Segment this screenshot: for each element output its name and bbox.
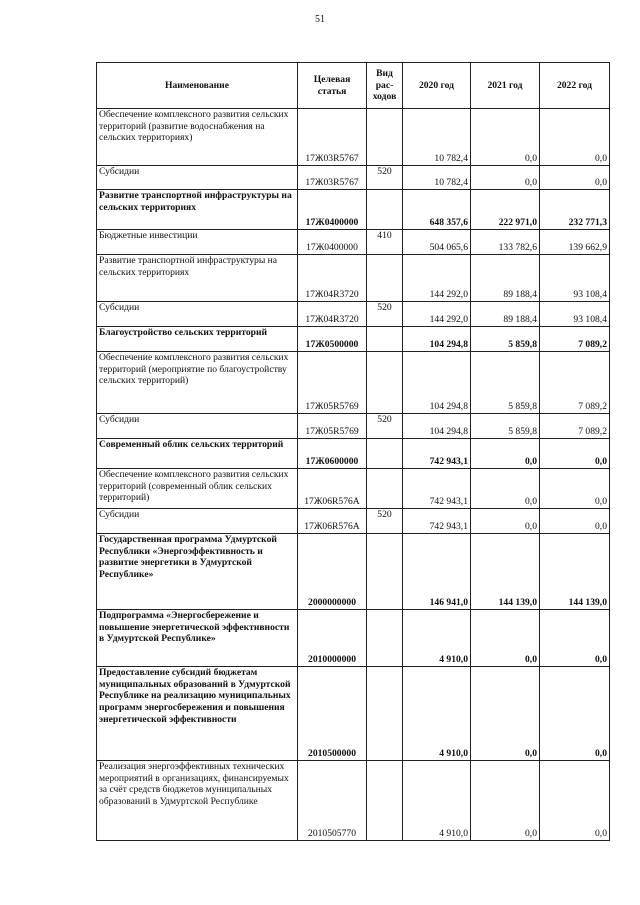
cell-2020: 4 910,0 [403, 610, 471, 667]
cell-expense-type [367, 327, 403, 352]
cell-2022: 93 108,4 [540, 255, 610, 302]
cell-name: Субсидии [97, 414, 298, 439]
cell-expense-type: 520 [367, 414, 403, 439]
cell-expense-type: 410 [367, 230, 403, 255]
cell-2020: 4 910,0 [403, 667, 471, 761]
cell-name: Развитие транспортной инфраструктуры на сельских территориях [97, 255, 298, 302]
page-number: 51 [315, 14, 325, 25]
cell-target-article: 17Ж05R5769 [298, 352, 367, 414]
cell-2021: 0,0 [471, 166, 540, 190]
cell-2022: 7 089,2 [540, 414, 610, 439]
cell-target-article: 17Ж0500000 [298, 327, 367, 352]
cell-target-article: 17Ж04R3720 [298, 255, 367, 302]
header-target-article: Целевая статья [298, 63, 367, 109]
cell-target-article: 17Ж03R5767 [298, 109, 367, 166]
cell-2022: 7 089,2 [540, 352, 610, 414]
cell-target-article: 17Ж04R3720 [298, 302, 367, 327]
cell-2021: 0,0 [471, 109, 540, 166]
cell-2020: 4 910,0 [403, 761, 471, 841]
table-row [97, 109, 610, 166]
cell-name: Обеспечение комплексного развития сельских территорий (современный облик сельских территорий) [97, 469, 298, 509]
table-row [97, 534, 610, 610]
cell-name: Благоустройство сельских территорий [97, 327, 298, 352]
cell-expense-type [367, 190, 403, 230]
cell-2021: 222 971,0 [471, 190, 540, 230]
table-row [97, 166, 610, 190]
cell-2022: 0,0 [540, 469, 610, 509]
cell-expense-type [367, 352, 403, 414]
header-2020: 2020 год [403, 63, 471, 109]
cell-target-article: 17Ж06R576A [298, 509, 367, 534]
header-2022: 2022 год [540, 63, 610, 109]
cell-2020: 504 065,6 [403, 230, 471, 255]
table-row [97, 761, 610, 841]
cell-name: Субсидии [97, 302, 298, 327]
cell-2020: 144 292,0 [403, 302, 471, 327]
cell-target-article: 17Ж05R5769 [298, 414, 367, 439]
cell-name: Субсидии [97, 509, 298, 534]
cell-2020: 10 782,4 [403, 109, 471, 166]
header-2021: 2021 год [471, 63, 540, 109]
table-row [97, 414, 610, 439]
cell-2020: 144 292,0 [403, 255, 471, 302]
table-body [97, 109, 610, 841]
cell-target-article: 2000000000 [298, 534, 367, 610]
table-row [97, 667, 610, 761]
table-row [97, 255, 610, 302]
cell-2021: 0,0 [471, 667, 540, 761]
cell-2021: 0,0 [471, 439, 540, 469]
budget-table [96, 62, 610, 841]
cell-expense-type: 520 [367, 166, 403, 190]
cell-target-article: 17Ж03R5767 [298, 166, 367, 190]
cell-2020: 10 782,4 [403, 166, 471, 190]
table-row [97, 230, 610, 255]
cell-target-article: 2010000000 [298, 610, 367, 667]
cell-name: Обеспечение комплексного развития сельских территорий (мероприятие по благоустройству сельских территорий) [97, 352, 298, 414]
cell-expense-type [367, 667, 403, 761]
cell-name: Бюджетные инвестиции [97, 230, 298, 255]
table-header-row [97, 63, 610, 109]
cell-2021: 133 782,6 [471, 230, 540, 255]
cell-expense-type [367, 109, 403, 166]
cell-2022: 232 771,3 [540, 190, 610, 230]
cell-2022: 0,0 [540, 439, 610, 469]
cell-2022: 7 089,2 [540, 327, 610, 352]
table-row [97, 327, 610, 352]
cell-2020: 104 294,8 [403, 414, 471, 439]
cell-2021: 0,0 [471, 610, 540, 667]
cell-2021: 144 139,0 [471, 534, 540, 610]
cell-2020: 146 941,0 [403, 534, 471, 610]
table-row [97, 190, 610, 230]
cell-2021: 0,0 [471, 469, 540, 509]
cell-2021: 89 188,4 [471, 255, 540, 302]
cell-target-article: 2010500000 [298, 667, 367, 761]
cell-2020: 742 943,1 [403, 439, 471, 469]
cell-2022: 0,0 [540, 509, 610, 534]
cell-name: Субсидии [97, 166, 298, 190]
cell-name: Государственная программа Удмуртской Республики «Энергоэффективность и развитие энергетики в Удмуртской Республике» [97, 534, 298, 610]
cell-target-article: 17Ж0400000 [298, 190, 367, 230]
table-row [97, 610, 610, 667]
header-expense-type: Вид рас-ходов [367, 63, 403, 109]
cell-target-article: 17Ж06R576A [298, 469, 367, 509]
cell-2021: 5 859,8 [471, 414, 540, 439]
table-row [97, 302, 610, 327]
table-row [97, 509, 610, 534]
cell-2021: 0,0 [471, 509, 540, 534]
cell-target-article: 17Ж0600000 [298, 439, 367, 469]
cell-expense-type [367, 534, 403, 610]
cell-name: Развитие транспортной инфраструктуры на сельских территориях [97, 190, 298, 230]
cell-target-article: 17Ж0400000 [298, 230, 367, 255]
cell-expense-type: 520 [367, 509, 403, 534]
header-name: Наименование [97, 63, 298, 109]
cell-name: Предоставление субсидий бюджетам муниципальных образований в Удмуртской Республике на реализацию муниципальных программ энергосбережения и повышения энергетической эффективности [97, 667, 298, 761]
cell-name: Реализация энергоэффективных технических мероприятий в организациях, финансируемых за счёт средств бюджетов муниципальных образований в Удмуртской Республике [97, 761, 298, 841]
cell-expense-type [367, 469, 403, 509]
cell-2022: 0,0 [540, 761, 610, 841]
cell-2022: 0,0 [540, 166, 610, 190]
cell-2022: 0,0 [540, 109, 610, 166]
cell-name: Обеспечение комплексного развития сельских территорий (развитие водоснабжения на сельских территориях) [97, 109, 298, 166]
cell-2020: 104 294,8 [403, 352, 471, 414]
cell-name: Подпрограмма «Энергосбережение и повышение энергетической эффективности в Удмуртской Республике» [97, 610, 298, 667]
cell-expense-type: 520 [367, 302, 403, 327]
cell-2021: 5 859,8 [471, 327, 540, 352]
cell-expense-type [367, 439, 403, 469]
cell-expense-type [367, 610, 403, 667]
cell-2021: 5 859,8 [471, 352, 540, 414]
cell-2020: 742 943,1 [403, 469, 471, 509]
cell-2022: 0,0 [540, 667, 610, 761]
cell-2022: 144 139,0 [540, 534, 610, 610]
cell-2020: 104 294,8 [403, 327, 471, 352]
cell-target-article: 2010505770 [298, 761, 367, 841]
cell-2022: 0,0 [540, 610, 610, 667]
cell-2022: 139 662,9 [540, 230, 610, 255]
cell-expense-type [367, 255, 403, 302]
cell-name: Современный облик сельских территорий [97, 439, 298, 469]
cell-2020: 742 943,1 [403, 509, 471, 534]
table-row [97, 352, 610, 414]
cell-expense-type [367, 761, 403, 841]
cell-2021: 89 188,4 [471, 302, 540, 327]
cell-2021: 0,0 [471, 761, 540, 841]
cell-2022: 93 108,4 [540, 302, 610, 327]
table-row [97, 469, 610, 509]
cell-2020: 648 357,6 [403, 190, 471, 230]
table-row [97, 439, 610, 469]
